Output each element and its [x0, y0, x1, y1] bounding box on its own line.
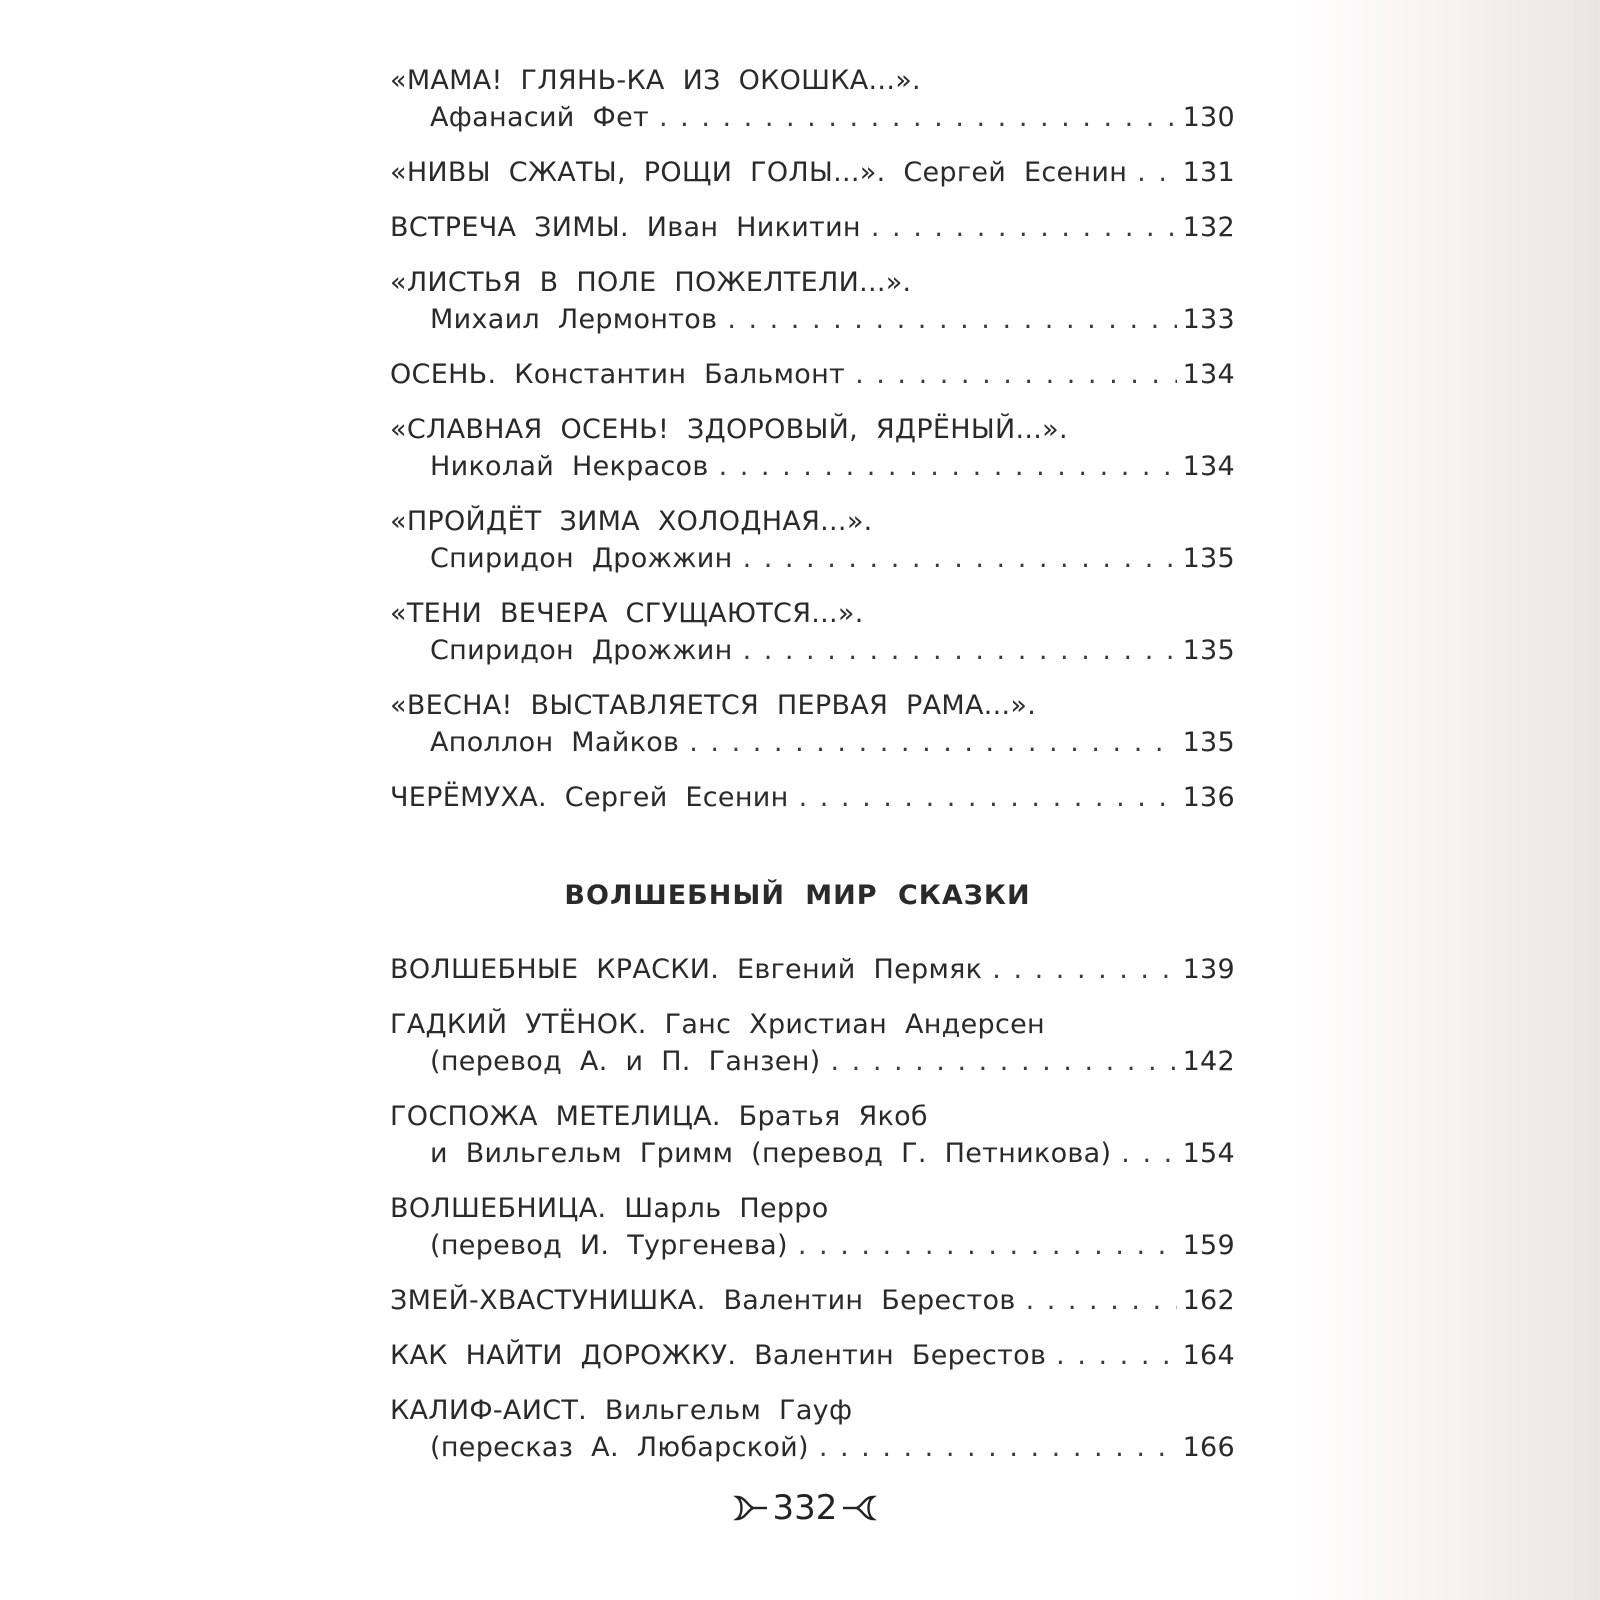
dot-leader — [1137, 154, 1176, 191]
toc-entry-author: (перевод И. Тургенева) — [430, 1230, 788, 1261]
toc-entry — [390, 209, 1235, 246]
toc-entry-title: «ПРОЙДЁТ ЗИМА ХОЛОДНАЯ...». — [390, 506, 873, 537]
toc-entry-page: 134 — [1182, 359, 1235, 390]
toc-entry-page: 132 — [1182, 212, 1235, 243]
dot-leader — [855, 356, 1176, 393]
dot-leader — [819, 1429, 1177, 1466]
right-flourish-icon — [841, 1493, 877, 1523]
toc-entry-page: 130 — [1182, 102, 1235, 133]
toc-entry — [390, 779, 1235, 816]
toc-entry-author: (перевод А. и П. Ганзен) — [430, 1046, 821, 1077]
dot-leader — [743, 632, 1177, 669]
dot-leader — [1056, 1337, 1176, 1374]
toc-entry — [390, 951, 1235, 988]
toc-entry-page: 135 — [1182, 727, 1235, 758]
toc-entry-author: Аполлон Майков — [430, 727, 680, 758]
toc-entry — [390, 62, 1235, 136]
toc-entry-title: «ТЕНИ ВЕЧЕРА СГУЩАЮТСЯ...». — [390, 598, 864, 629]
toc-entry — [390, 1006, 1235, 1080]
section-title: ВОЛШЕБНЫЙ МИР СКАЗКИ — [564, 880, 1031, 911]
toc-entry-author: (пересказ А. Любарской) — [430, 1432, 809, 1463]
dot-leader — [798, 1227, 1177, 1264]
toc-entry-title: ГАДКИЙ УТЁНОК. Ганс Христиан Андерсен — [390, 1009, 1045, 1040]
toc-entry — [390, 1098, 1235, 1172]
toc-entry-page: 135 — [1182, 543, 1235, 574]
toc-entry-title: «МАМА! ГЛЯНЬ-КА ИЗ ОКОШКА...». — [390, 65, 921, 96]
toc-entry-page: 154 — [1182, 1138, 1235, 1169]
toc-entry — [390, 503, 1235, 577]
toc-entry-title: ОСЕНЬ. Константин Бальмонт — [390, 359, 846, 390]
dot-leader — [1121, 1135, 1176, 1172]
toc-entry-author: и Вильгельм Гримм (перевод Г. Петникова) — [430, 1138, 1112, 1169]
toc-entry — [390, 154, 1235, 191]
dot-leader — [1026, 1282, 1177, 1319]
toc-entry-author: Спиридон Дрожжин — [430, 635, 733, 666]
toc-entry-author: Николай Некрасов — [430, 451, 709, 482]
toc-entry-title: «СЛАВНАЯ ОСЕНЬ! ЗДОРОВЫЙ, ЯДРЁНЫЙ...». — [390, 414, 1068, 445]
dot-leader — [871, 209, 1177, 246]
toc-entry — [390, 595, 1235, 669]
toc-entry — [390, 687, 1235, 761]
toc-entry-page: 136 — [1182, 782, 1235, 813]
toc-entry-title: КАЛИФ-АИСТ. Вильгельм Гауф — [390, 1395, 853, 1426]
dot-leader — [830, 1043, 1176, 1080]
toc-entry — [390, 1337, 1235, 1374]
toc-entry-page: 166 — [1182, 1432, 1235, 1463]
toc-entry-title: «ВЕСНА! ВЫСТАВЛЯЕТСЯ ПЕРВАЯ РАМА...». — [390, 690, 1037, 721]
toc-entry — [390, 1392, 1235, 1466]
toc-part-1 — [390, 62, 1235, 816]
table-of-contents — [390, 62, 1235, 1484]
toc-entry-page: 162 — [1182, 1285, 1235, 1316]
toc-entry-author: Спиридон Дрожжин — [430, 543, 733, 574]
page-spine-shadow — [1290, 0, 1600, 1600]
toc-entry-title: ВОЛШЕБНИЦА. Шарль Перро — [390, 1193, 829, 1224]
toc-entry-title: «НИВЫ СЖАТЫ, РОЩИ ГОЛЫ...». Сергей Есенин — [390, 157, 1128, 188]
toc-entry-page: 131 — [1182, 157, 1235, 188]
page-folio — [690, 1488, 920, 1528]
dot-leader — [992, 951, 1176, 988]
dot-leader — [659, 99, 1177, 136]
page-number: 332 — [772, 1488, 838, 1528]
toc-entry-page: 164 — [1182, 1340, 1235, 1371]
toc-entry-title: ЧЕРЁМУХА. Сергей Есенин — [390, 782, 789, 813]
toc-part-2 — [390, 951, 1235, 1466]
toc-entry-author: Михаил Лермонтов — [430, 304, 718, 335]
toc-entry-page: 142 — [1182, 1046, 1235, 1077]
toc-entry — [390, 356, 1235, 393]
toc-entry-title: ЗМЕЙ-ХВАСТУНИШКА. Валентин Берестов — [390, 1285, 1016, 1316]
toc-entry — [390, 264, 1235, 338]
toc-entry-title: ГОСПОЖА МЕТЕЛИЦА. Братья Якоб — [390, 1101, 928, 1132]
toc-entry — [390, 1282, 1235, 1319]
left-flourish-icon — [733, 1493, 769, 1523]
dot-leader — [743, 540, 1177, 577]
toc-entry — [390, 411, 1235, 485]
dot-leader — [689, 724, 1176, 761]
toc-entry-title: КАК НАЙТИ ДОРОЖКУ. Валентин Берестов — [390, 1340, 1047, 1371]
toc-entry-page: 139 — [1182, 954, 1235, 985]
toc-entry — [390, 1190, 1235, 1264]
dot-leader — [727, 301, 1176, 338]
toc-entry-title: ВОЛШЕБНЫЕ КРАСКИ. Евгений Пермяк — [390, 954, 983, 985]
toc-entry-page: 134 — [1182, 451, 1235, 482]
toc-entry-title: ВСТРЕЧА ЗИМЫ. Иван Никитин — [390, 212, 861, 243]
dot-leader — [799, 779, 1177, 816]
dot-leader — [719, 448, 1177, 485]
toc-entry-page: 159 — [1182, 1230, 1235, 1261]
toc-entry-author: Афанасий Фет — [430, 102, 650, 133]
toc-entry-title: «ЛИСТЬЯ В ПОЛЕ ПОЖЕЛТЕЛИ...». — [390, 267, 912, 298]
toc-entry-page: 135 — [1182, 635, 1235, 666]
toc-entry-page: 133 — [1182, 304, 1235, 335]
